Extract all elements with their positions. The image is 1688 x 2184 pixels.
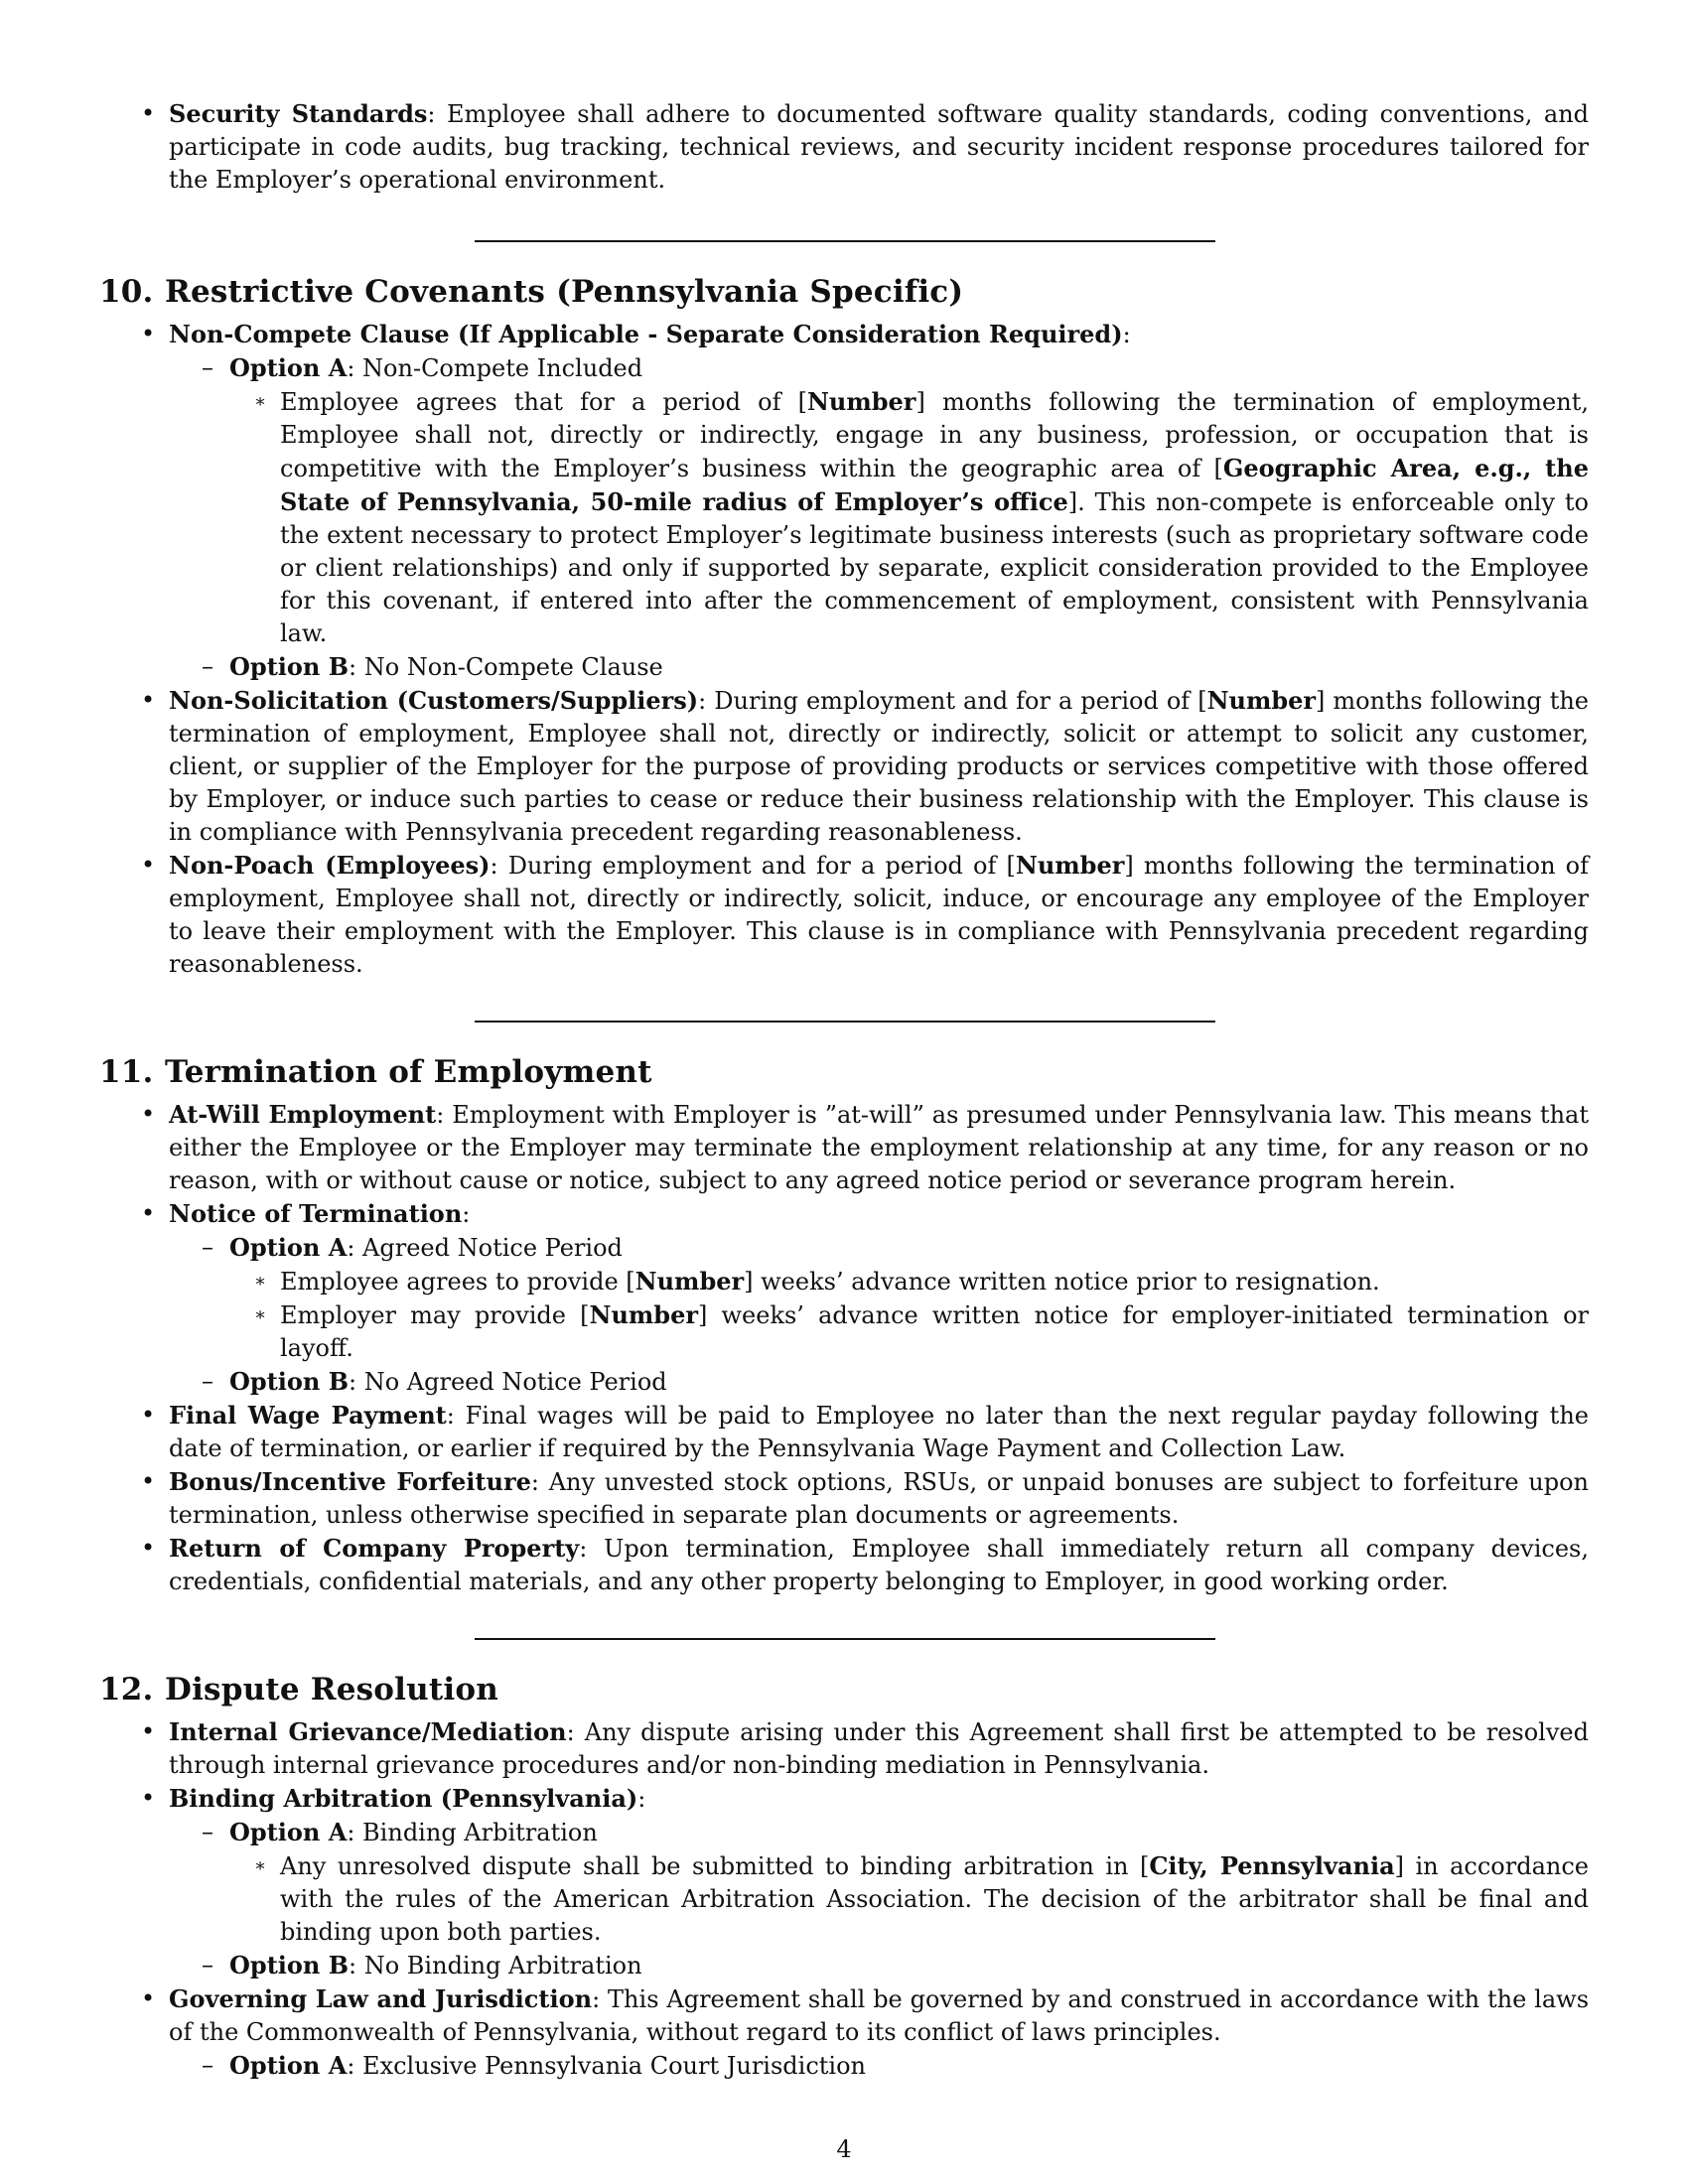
dash-icon: – bbox=[202, 1951, 213, 1979]
bullet-icon: • bbox=[141, 851, 156, 879]
dash-icon: – bbox=[202, 1233, 213, 1261]
dash-icon: – bbox=[202, 353, 213, 381]
arbitration-terms: ∗ Any unresolved dispute shall be submitted to binding arbitration in [City, Pennsylvania] in accordance with the rules of the American Arbitration Association. The decision of the arbitrator shall be final and binding upon both parties. bbox=[254, 1851, 1589, 1946]
employer-notice-term: ∗ Employer may provide [Number] weeks’ advance written notice for employer-initiated termination or layoff. bbox=[254, 1300, 1589, 1362]
list-item-non-poach: • Non-Poach (Employees): During employment and for a period of [Number] months following the termination of employment, Employee shall not, directly or indirectly, solicit, induce, or encourage any employee of the Employer to leave their employment with the Employer. This clause is in compliance with Pennsylvania precedent regarding reasonableness. bbox=[141, 851, 1589, 978]
item-label: Notice of Termination bbox=[169, 1199, 463, 1228]
list-item-return-property: • Return of Company Property: Upon termination, Employee shall immediately return all company devices, credentials, confidential materials, and any other property belonging to Employer, in good working order. bbox=[141, 1534, 1590, 1595]
bullet-icon: • bbox=[141, 1467, 156, 1495]
item-label: Non-Poach (Employees) bbox=[169, 851, 491, 880]
option-label: Option B bbox=[229, 1367, 349, 1396]
section-heading-10 bbox=[99, 272, 1589, 312]
section-title: Restrictive Covenants (Pennsylvania Specific) bbox=[165, 274, 964, 310]
list-item-final-wage: • Final Wage Payment: Final wages will be paid to Employee no later than the next regular payday following the date of termination, or earlier if required by the Pennsylvania Wage Payment and Collection Law. bbox=[141, 1401, 1589, 1462]
option-label: Option A bbox=[229, 1233, 348, 1262]
item-label: Internal Grievance/Mediation bbox=[169, 1717, 567, 1746]
option-label: Option A bbox=[229, 1818, 348, 1846]
option-label: Option B bbox=[229, 1951, 349, 1979]
bullet-icon: • bbox=[141, 1199, 156, 1227]
asterisk-icon: ∗ bbox=[254, 391, 267, 412]
option-b-arbitration: – Option B: No Binding Arbitration bbox=[202, 1951, 642, 1979]
option-a-arbitration: – Option A: Binding Arbitration bbox=[202, 1818, 598, 1846]
list-item-grievance: • Internal Grievance/Mediation: Any dispute arising under this Agreement shall first be attempted to be resolved through internal grievance procedures and/or non-binding mediation in Pennsylvania. bbox=[141, 1717, 1589, 1779]
bullet-icon: • bbox=[141, 99, 156, 127]
option-label: Option A bbox=[229, 353, 348, 382]
list-item-bonus-forfeiture: • Bonus/Incentive Forfeiture: Any unvested stock options, RSUs, or unpaid bonuses are subject to forfeiture upon termination, unless otherwise specified in separate plan documents or agreements. bbox=[141, 1467, 1589, 1529]
asterisk-icon: ∗ bbox=[254, 1271, 267, 1292]
item-label: Return of Company Property bbox=[169, 1534, 580, 1563]
section-divider bbox=[475, 240, 1215, 242]
list-item-at-will: • At-Will Employment: Employment with Employer is ”at-will” as presumed under Pennsylvania law. This means that either the Employee or the Employer may terminate the employment relationship at any time, for any reason or no reason, with or without cause or notice, subject to any agreed notice period or severance program herein. bbox=[141, 1100, 1589, 1194]
page-number: 4 bbox=[836, 2135, 852, 2163]
section-divider bbox=[475, 1638, 1215, 1640]
bullet-icon: • bbox=[141, 1984, 156, 2012]
dash-icon: – bbox=[202, 1818, 213, 1845]
employee-notice-term: ∗ Employee agrees to provide [Number] weeks’ advance written notice prior to resignation. bbox=[254, 1267, 1380, 1296]
item-label: Non-Solicitation (Customers/Suppliers) bbox=[169, 686, 699, 715]
option-a-non-compete: – Option A: Non-Compete Included bbox=[202, 353, 643, 382]
option-label: Option A bbox=[229, 2051, 348, 2080]
bullet-icon: • bbox=[141, 1534, 156, 1562]
item-label: At-Will Employment bbox=[169, 1100, 437, 1129]
placeholder-number: Number bbox=[1015, 851, 1125, 880]
option-a-notice: – Option A: Agreed Notice Period bbox=[202, 1233, 623, 1262]
item-text: Employee shall adhere to documented software quality standards, coding conventions, and participate in code audits, bug tracking, technical reviews, and security incident response procedures tailored for the Employer’s operational environment. bbox=[169, 100, 1590, 194]
section-number: 11. bbox=[99, 1054, 154, 1090]
list-item-notice-of-termination: • Notice of Termination: bbox=[141, 1199, 471, 1228]
list-item-security-standards: • Security Standards: Employee shall adhere to documented software quality standards, coding conventions, and participate in code audits, bug tracking, technical reviews, and security incident response procedures tailored for the Employer’s operational environment. bbox=[141, 99, 1590, 194]
section-number: 12. bbox=[99, 1672, 154, 1707]
dash-icon: – bbox=[202, 1367, 213, 1395]
placeholder-number: Number bbox=[634, 1267, 745, 1296]
section-heading-12 bbox=[99, 1670, 1589, 1709]
item-label: Final Wage Payment bbox=[169, 1401, 447, 1430]
option-a-jurisdiction: – Option A: Exclusive Pennsylvania Court Jurisdiction bbox=[202, 2051, 866, 2080]
item-label: Governing Law and Jurisdiction bbox=[169, 1984, 593, 2013]
placeholder-number: Number bbox=[589, 1300, 698, 1329]
option-label: Option B bbox=[229, 652, 349, 681]
item-label: Non-Compete Clause (If Applicable - Separate Consideration Required) bbox=[169, 320, 1123, 348]
placeholder-number: Number bbox=[1206, 686, 1317, 715]
placeholder-geographic-area: Geographic Area, e.g., the State of Pennsylvania, 50-mile radius of Employer’s office bbox=[280, 454, 1589, 516]
item-label: Security Standards bbox=[169, 99, 428, 128]
list-item-governing-law: • Governing Law and Jurisdiction: This Agreement shall be governed by and construed in accordance with the laws of the Commonwealth of Pennsylvania, without regard to its conflict of laws principles. bbox=[141, 1984, 1590, 2046]
bullet-icon: • bbox=[141, 1401, 156, 1429]
bullet-icon: • bbox=[141, 1784, 156, 1812]
placeholder-number: Number bbox=[806, 387, 916, 416]
bullet-icon: • bbox=[141, 320, 156, 347]
option-b-notice: – Option B: No Agreed Notice Period bbox=[202, 1367, 667, 1396]
item-label: Binding Arbitration (Pennsylvania) bbox=[169, 1784, 638, 1813]
bullet-icon: • bbox=[141, 1717, 156, 1745]
item-label: Bonus/Incentive Forfeiture bbox=[169, 1467, 531, 1496]
non-compete-terms: ∗ Employee agrees that for a period of [Number] months following the termination of employment, Employee shall not, directly or indirectly, engage in any business, profession, or occupation that is competitive with the Employer’s business within the geographic area of [Geographic Area, e.g., the State of Pennsylvania, 50-mile radius of Employer’s office]. This non-compete is enforceable only to the extent necessary to protect Employer’s legitimate business interests (such as proprietary software code or client relationships) and only if supported by separate, explicit consideration provided to the Employee for this covenant, if entered into after the commencement of employment, consistent with Pennsylvania law. bbox=[254, 387, 1589, 647]
asterisk-icon: ∗ bbox=[254, 1855, 267, 1876]
asterisk-icon: ∗ bbox=[254, 1304, 267, 1325]
option-b-non-compete: – Option B: No Non-Compete Clause bbox=[202, 652, 663, 681]
placeholder-city: City, Pennsylvania bbox=[1149, 1851, 1395, 1880]
section-title: Termination of Employment bbox=[165, 1054, 652, 1090]
list-item-binding-arbitration: • Binding Arbitration (Pennsylvania): bbox=[141, 1784, 646, 1813]
section-heading-11 bbox=[99, 1052, 1589, 1092]
section-divider bbox=[475, 1021, 1215, 1023]
section-title: Dispute Resolution bbox=[165, 1672, 499, 1707]
option-text: Non-Compete Included bbox=[362, 354, 643, 382]
bullet-icon: • bbox=[141, 686, 156, 714]
section-number: 10. bbox=[99, 274, 154, 310]
list-item-non-compete: • Non-Compete Clause (If Applicable - Separate Consideration Required): bbox=[141, 320, 1131, 348]
bullet-icon: • bbox=[141, 1100, 156, 1128]
list-item-non-solicitation: • Non-Solicitation (Customers/Suppliers): During employment and for a period of [Number] months following the termination of employment, Employee shall not, directly or indirectly, solicit or attempt to solicit any customer, client, or supplier of the Employer for the purpose of providing products or services competitive with those offered by Employer, or induce such parties to cease or reduce their business relationship with the Employer. This clause is in compliance with Pennsylvania precedent regarding reasonableness. bbox=[141, 686, 1590, 846]
dash-icon: – bbox=[202, 652, 213, 680]
document-page bbox=[99, 97, 1589, 2083]
dash-icon: – bbox=[202, 2051, 213, 2079]
option-text: No Non-Compete Clause bbox=[363, 653, 663, 681]
